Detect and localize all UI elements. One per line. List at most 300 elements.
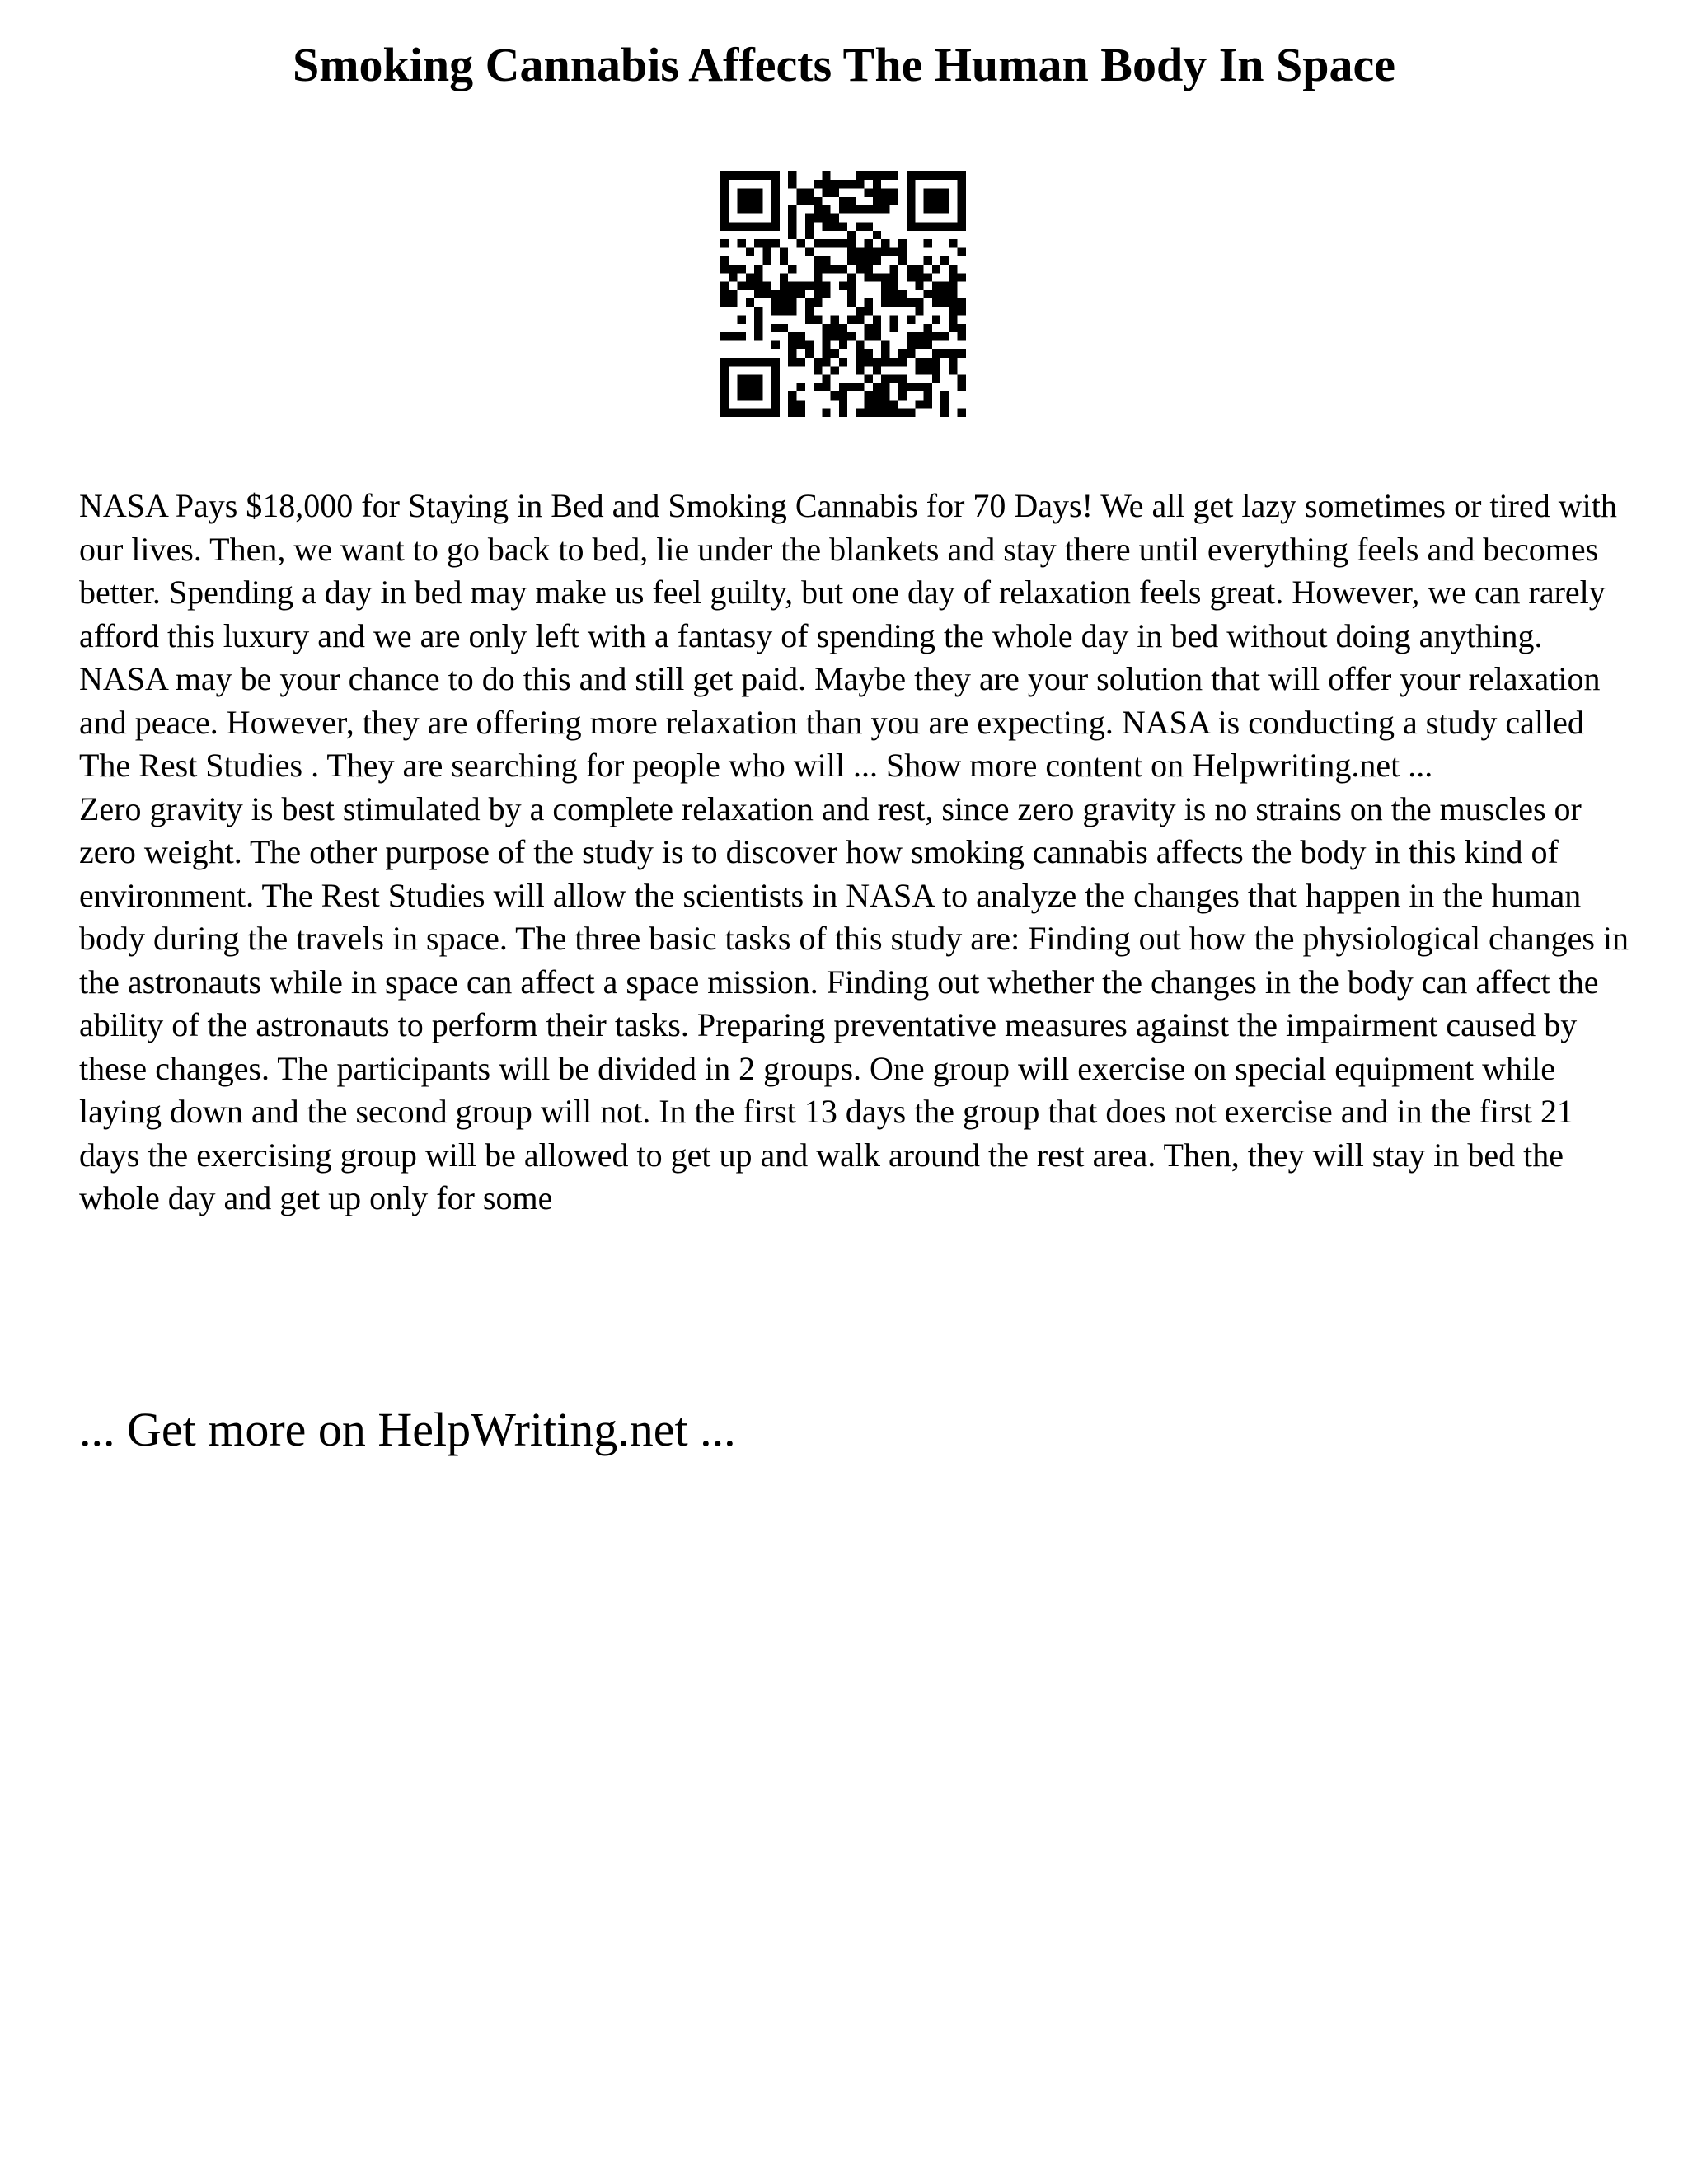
qr-module xyxy=(814,316,822,324)
qr-module xyxy=(881,391,889,400)
qr-module xyxy=(839,341,847,349)
qr-module xyxy=(771,298,780,307)
qr-module xyxy=(729,332,737,340)
qr-module xyxy=(890,265,898,273)
qr-module xyxy=(865,332,873,340)
qr-module xyxy=(924,341,932,349)
qr-module xyxy=(762,282,771,290)
qr-module xyxy=(949,273,957,281)
qr-module xyxy=(865,307,873,315)
qr-module xyxy=(814,383,822,391)
qr-module xyxy=(831,366,839,374)
qr-module xyxy=(746,298,754,307)
qr-module xyxy=(805,231,814,239)
qr-module xyxy=(847,273,856,281)
qr-module xyxy=(865,400,873,408)
qr-module xyxy=(805,341,814,349)
qr-module xyxy=(788,205,796,213)
qr-module xyxy=(865,409,873,417)
qr-module xyxy=(915,358,923,366)
qr-module xyxy=(720,256,729,265)
qr-module xyxy=(796,189,804,197)
qr-module xyxy=(720,290,729,298)
qr-module xyxy=(839,180,847,188)
qr-module xyxy=(873,197,881,205)
qr-module xyxy=(958,298,966,307)
qr-module xyxy=(796,239,804,247)
qr-module xyxy=(924,383,932,391)
qr-module xyxy=(805,247,814,255)
qr-module xyxy=(924,290,932,298)
qr-module xyxy=(822,171,830,180)
qr-module xyxy=(847,197,856,205)
qr-module xyxy=(780,298,788,307)
qr-module xyxy=(754,307,762,315)
qr-module xyxy=(865,247,873,255)
qr-module xyxy=(856,366,864,374)
qr-module xyxy=(881,358,889,366)
body-paragraph-2: Zero gravity is best stimulated by a complete relaxation and rest, since zero gravity is no strains on the muscles or zero weight. The other purpose of the study is to discover how smoking cannabis affects the body in this kind of environment. The Rest Studies will allow the scientists in NASA to analyze the changes that happen in the human body during the travels in space. The three basic tasks of this study are: Finding out how the physiological changes in the astronauts while in space can affect a space mission. Finding out whether the changes in the body can affect the ability of the astronauts to perform their tasks. Preparing preventative measures against the impairment caused by these changes. The participants will be divided in 2 groups. One group will exercise on special equipment while laying down and the second group will not. In the first 13 days the group that does not exercise and in the first 21 days the exercising group will be allowed to get up and walk around the rest area. Then, they will stay in bed the whole day and get up only for some xyxy=(79,790,1629,1216)
qr-module xyxy=(958,383,966,391)
qr-module xyxy=(762,247,771,255)
qr-module xyxy=(865,358,873,366)
qr-module xyxy=(890,273,898,281)
qr-module xyxy=(924,239,932,247)
qr-module xyxy=(847,290,856,298)
qr-module xyxy=(958,349,966,358)
qr-module xyxy=(865,256,873,265)
qr-module xyxy=(949,265,957,273)
qr-module xyxy=(924,273,932,281)
qr-module xyxy=(831,324,839,332)
qr-module xyxy=(805,316,814,324)
qr-module xyxy=(720,332,729,340)
qr-module xyxy=(890,400,898,408)
qr-module xyxy=(915,383,923,391)
qr-module xyxy=(881,247,889,255)
qr-module xyxy=(924,358,932,366)
qr-module xyxy=(907,332,915,340)
qr-module xyxy=(915,265,923,273)
qr-module xyxy=(932,298,940,307)
qr-module xyxy=(873,332,881,340)
qr-module xyxy=(805,213,814,222)
qr-module xyxy=(890,409,898,417)
qr-module xyxy=(932,282,940,290)
qr-module xyxy=(814,256,822,265)
qr-module xyxy=(865,205,873,213)
qr-module xyxy=(754,265,762,273)
qr-module xyxy=(932,349,940,358)
qr-module xyxy=(847,231,856,239)
qr-module xyxy=(949,290,957,298)
qr-module xyxy=(907,341,915,349)
qr-module xyxy=(958,247,966,255)
qr-module xyxy=(881,409,889,417)
qr-module xyxy=(788,290,796,298)
qr-module xyxy=(907,265,915,273)
qr-module xyxy=(788,358,796,366)
qr-module xyxy=(780,290,788,298)
qr-module xyxy=(924,324,932,332)
qr-module xyxy=(847,256,856,265)
qr-module xyxy=(796,409,804,417)
qr-module xyxy=(771,307,780,315)
qr-module xyxy=(898,358,907,366)
qr-module xyxy=(915,332,923,340)
qr-module xyxy=(907,409,915,417)
qr-module xyxy=(847,239,856,247)
qr-module xyxy=(729,298,737,307)
qr-module xyxy=(814,273,822,281)
qr-module xyxy=(924,366,932,374)
qr-module xyxy=(873,324,881,332)
qr-module xyxy=(805,189,814,197)
qr-module xyxy=(949,358,957,366)
qr-module xyxy=(907,316,915,324)
qr-module xyxy=(898,391,907,400)
qr-module xyxy=(738,316,746,324)
qr-module xyxy=(780,256,788,265)
qr-module xyxy=(890,282,898,290)
qr-module xyxy=(865,189,873,197)
qr-module xyxy=(932,332,940,340)
qr-module xyxy=(762,290,771,298)
qr-module xyxy=(915,341,923,349)
qr-module xyxy=(814,213,822,222)
qr-module xyxy=(873,400,881,408)
qr-module xyxy=(898,239,907,247)
qr-module xyxy=(856,171,864,180)
qr-module xyxy=(898,383,907,391)
qr-module xyxy=(898,298,907,307)
qr-module xyxy=(958,375,966,383)
qr-module xyxy=(907,349,915,358)
qr-module xyxy=(720,282,729,290)
qr-module xyxy=(780,307,788,315)
qr-module xyxy=(924,332,932,340)
qr-module xyxy=(940,409,949,417)
qr-module xyxy=(873,189,881,197)
qr-module xyxy=(932,366,940,374)
qr-module xyxy=(915,282,923,290)
qr-module xyxy=(881,197,889,205)
qr-module xyxy=(873,231,881,239)
qr-module xyxy=(865,239,873,247)
qr-module xyxy=(814,298,822,307)
qr-module xyxy=(839,205,847,213)
qr-module xyxy=(924,189,950,214)
qr-module xyxy=(788,307,796,315)
qr-module xyxy=(865,223,873,231)
qr-module xyxy=(881,205,889,213)
qr-module xyxy=(915,298,923,307)
qr-module xyxy=(932,358,940,366)
qr-module xyxy=(762,239,771,247)
qr-module xyxy=(865,324,873,332)
qr-module xyxy=(881,171,889,180)
qr-module xyxy=(805,223,814,231)
qr-module xyxy=(949,349,957,358)
qr-module xyxy=(805,349,814,358)
qr-module xyxy=(915,307,923,315)
qr-module xyxy=(822,180,830,188)
qr-module xyxy=(958,324,966,332)
qr-module xyxy=(949,239,957,247)
qr-module xyxy=(949,366,957,374)
qr-module xyxy=(754,290,762,298)
qr-module xyxy=(881,349,889,358)
qr-module xyxy=(771,324,780,332)
qr-module xyxy=(915,273,923,281)
qr-module xyxy=(856,247,864,255)
qr-module xyxy=(796,400,804,408)
qr-module xyxy=(738,239,746,247)
qr-module xyxy=(839,409,847,417)
qr-module xyxy=(771,239,780,247)
qr-module xyxy=(814,239,822,247)
qr-module xyxy=(796,383,804,391)
qr-module xyxy=(754,332,762,340)
qr-module xyxy=(940,256,949,265)
qr-module xyxy=(856,180,864,188)
qr-module xyxy=(814,180,822,188)
qr-module xyxy=(847,247,856,255)
qr-module xyxy=(907,383,915,391)
qr-module xyxy=(805,282,814,290)
qr-module xyxy=(788,231,796,239)
qr-module xyxy=(831,223,839,231)
qr-module xyxy=(881,341,889,349)
qr-module xyxy=(788,400,796,408)
qr-module xyxy=(881,189,889,197)
qr-module xyxy=(949,298,957,307)
qr-module xyxy=(720,265,729,273)
qr-module xyxy=(873,316,881,324)
qr-module xyxy=(907,298,915,307)
qr-module xyxy=(856,409,864,417)
qr-module xyxy=(873,171,881,180)
qr-module xyxy=(738,265,746,273)
qr-module xyxy=(788,180,796,188)
qr-module xyxy=(881,239,889,247)
qr-module xyxy=(720,239,729,247)
qr-module xyxy=(839,265,847,273)
qr-module xyxy=(822,239,830,247)
qr-module xyxy=(873,366,881,374)
qr-module xyxy=(839,358,847,366)
qr-module xyxy=(822,383,830,391)
qr-module xyxy=(881,400,889,408)
qr-module xyxy=(856,349,864,358)
qr-module xyxy=(754,239,762,247)
qr-module xyxy=(788,213,796,222)
qr-module xyxy=(856,223,864,231)
qr-module xyxy=(738,282,746,290)
qr-module xyxy=(831,391,839,400)
qr-module xyxy=(949,282,957,290)
qr-module xyxy=(958,273,966,281)
qr-module xyxy=(805,307,814,315)
qr-module xyxy=(754,316,762,324)
qr-module xyxy=(873,383,881,391)
qr-module xyxy=(949,316,957,324)
qr-module xyxy=(856,256,864,265)
qr-module xyxy=(738,189,763,214)
qr-module xyxy=(873,180,881,188)
qr-module xyxy=(873,391,881,400)
qr-module xyxy=(814,290,822,298)
qr-module xyxy=(814,282,822,290)
qr-module xyxy=(788,349,796,358)
qr-module xyxy=(907,273,915,281)
qr-module xyxy=(856,383,864,391)
qr-module xyxy=(856,341,864,349)
qr-module xyxy=(881,375,889,383)
qr-module xyxy=(814,358,822,366)
qr-module xyxy=(865,298,873,307)
qr-module xyxy=(915,400,923,408)
qr-module xyxy=(958,307,966,315)
qr-module xyxy=(932,316,940,324)
qr-module xyxy=(788,265,796,273)
qr-module xyxy=(890,247,898,255)
qr-module xyxy=(873,256,881,265)
qr-module xyxy=(822,332,830,340)
qr-module xyxy=(822,205,830,213)
qr-module xyxy=(865,265,873,273)
qr-module xyxy=(958,409,966,417)
qr-module xyxy=(729,265,737,273)
qr-module xyxy=(898,256,907,265)
document-title: Smoking Cannabis Affects The Human Body In Space xyxy=(292,38,1396,91)
qr-module xyxy=(771,290,780,298)
qr-module xyxy=(814,197,822,205)
qr-module xyxy=(720,298,729,307)
qr-module xyxy=(822,324,830,332)
qr-module xyxy=(881,298,889,307)
qr-module xyxy=(881,273,889,281)
qr-module xyxy=(924,256,932,265)
qr-module xyxy=(788,341,796,349)
qr-module xyxy=(822,290,830,298)
qr-module xyxy=(805,298,814,307)
qr-module xyxy=(746,247,754,255)
qr-module xyxy=(780,324,788,332)
qr-module xyxy=(940,391,949,400)
qr-module xyxy=(839,223,847,231)
qr-module xyxy=(822,223,830,231)
qr-module xyxy=(890,324,898,332)
qr-module xyxy=(796,358,804,366)
qr-module xyxy=(847,298,856,307)
qr-module xyxy=(822,213,830,222)
qr-module xyxy=(949,324,957,332)
qr-module xyxy=(865,171,873,180)
qr-module xyxy=(729,290,737,298)
qr-module xyxy=(890,358,898,366)
qr-module xyxy=(822,189,830,197)
qr-module xyxy=(873,358,881,366)
qr-module xyxy=(890,189,898,197)
qr-module xyxy=(856,358,864,366)
qr-module xyxy=(831,239,839,247)
qr-module xyxy=(780,273,788,281)
qr-module xyxy=(958,332,966,340)
qr-module xyxy=(831,213,839,222)
qr-module xyxy=(932,290,940,298)
qr-module xyxy=(890,290,898,298)
qr-module xyxy=(940,332,949,340)
qr-module xyxy=(839,239,847,247)
qr-module xyxy=(796,332,804,340)
qr-module xyxy=(839,400,847,408)
qr-module xyxy=(890,316,898,324)
qr-module xyxy=(865,391,873,400)
qr-module xyxy=(839,332,847,340)
qr-module xyxy=(898,349,907,358)
body-paragraph-1: NASA Pays $18,000 for Staying in Bed and Smoking Cannabis for 70 Days! We all get lazy sometimes or tired with our lives. Then, we want to go back to bed, lie under the blankets and stay there until everything feels and becomes better. Spending a day in bed may make us feel guilty, but one day of relaxation feels great. However, we can rarely afford this luxury and we are only left with a fantasy of spending the whole day in bed without doing anything. NASA may be your chance to do this and still get paid. Maybe they are your solution that will offer your relaxation and peace. However, they are offering more relaxation than you are expecting. NASA is conducting a study called The Rest Studies . They are searching for people who will ... Show more content on Helpwriting.net ... xyxy=(79,487,1617,784)
qr-module xyxy=(865,375,873,383)
qr-module xyxy=(796,341,804,349)
qr-module xyxy=(754,273,762,281)
qr-module xyxy=(822,282,830,290)
qr-module xyxy=(788,223,796,231)
qr-module xyxy=(856,316,864,324)
qr-module xyxy=(856,307,864,315)
qr-module xyxy=(746,273,754,281)
qr-module xyxy=(788,409,796,417)
qr-module xyxy=(822,409,830,417)
qr-module xyxy=(771,341,780,349)
qr-module xyxy=(856,205,864,213)
qr-module xyxy=(814,366,822,374)
qr-module xyxy=(847,205,856,213)
qr-module xyxy=(780,282,788,290)
qr-module xyxy=(898,375,907,383)
qr-module xyxy=(814,205,822,213)
qr-module xyxy=(796,282,804,290)
get-more-link[interactable]: ... Get more on HelpWriting.net ... xyxy=(79,1403,736,1456)
document-body xyxy=(79,485,1629,1221)
qr-module xyxy=(932,375,940,383)
qr-module xyxy=(839,324,847,332)
qr-module xyxy=(839,383,847,391)
qr-module xyxy=(847,282,856,290)
qr-module xyxy=(847,180,856,188)
qr-module xyxy=(940,400,949,408)
qr-module xyxy=(822,375,830,383)
qr-module xyxy=(847,383,856,391)
qr-module xyxy=(729,273,737,281)
qr-module xyxy=(847,332,856,340)
qr-module xyxy=(822,341,830,349)
qr-module xyxy=(796,197,804,205)
qr-module xyxy=(822,256,830,265)
qr-module xyxy=(788,332,796,340)
qr-module xyxy=(754,282,762,290)
qr-module xyxy=(940,349,949,358)
qr-code-icon[interactable] xyxy=(720,171,966,417)
qr-module xyxy=(805,197,814,205)
qr-module xyxy=(881,290,889,298)
qr-module xyxy=(746,282,754,290)
qr-module xyxy=(898,247,907,255)
qr-module xyxy=(940,298,949,307)
qr-module xyxy=(754,324,762,332)
qr-module xyxy=(814,265,822,273)
qr-module xyxy=(788,171,796,180)
